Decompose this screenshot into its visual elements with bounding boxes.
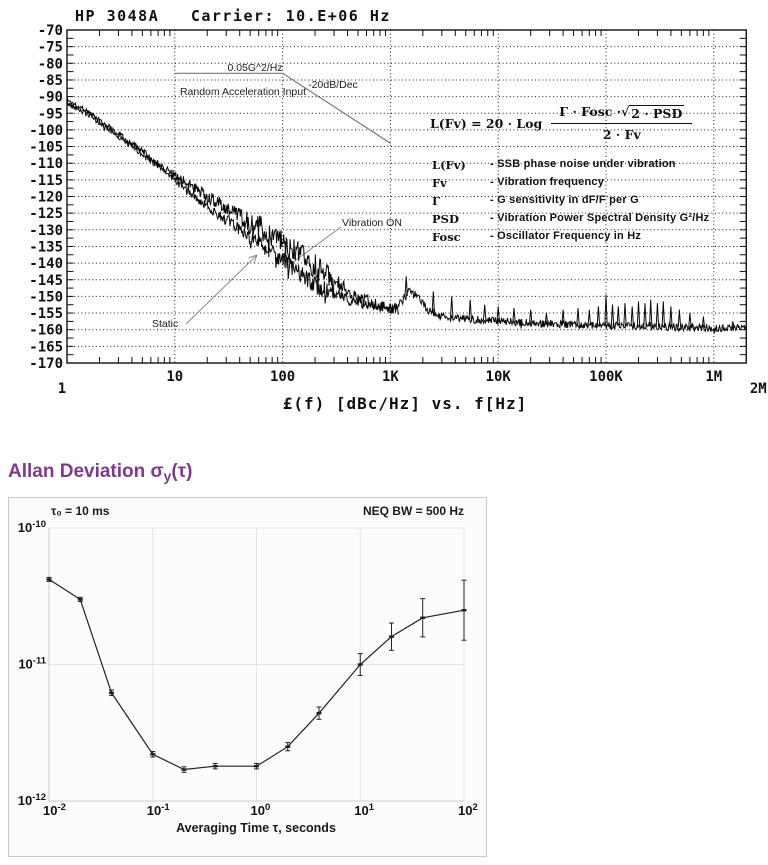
allan-x-tick-label: $10^{-2}$ <box>43 802 66 818</box>
y-tick-label: -165 <box>29 339 63 356</box>
y-tick-label: -145 <box>29 272 63 289</box>
legend-term: L(Fv) <box>432 158 466 172</box>
allan-y-tick-label: $10^{-10}$ <box>17 519 46 535</box>
data-point-marker <box>389 635 394 637</box>
allan-heading-suffix: (τ) <box>171 461 193 482</box>
spur-spikes <box>405 276 734 328</box>
allan-heading-subscript: y <box>163 468 172 484</box>
x-tick-label: 1 <box>57 381 67 397</box>
legend-term: Γ <box>432 194 441 208</box>
y-tick-label: -105 <box>29 139 63 156</box>
legend-term: PSD <box>432 212 459 226</box>
y-tick-label: -150 <box>29 289 63 306</box>
x-tick-label: 100 <box>269 369 296 385</box>
allan-x-tick-label: $10^2$ <box>458 802 478 818</box>
allan-x-tick-label: $10^1$ <box>354 802 375 818</box>
y-tick-label: -85 <box>37 72 63 89</box>
allan-heading-prefix: Allan Deviation σ <box>8 461 164 482</box>
y-tick-label: -120 <box>29 189 63 206</box>
y-tick-label: -90 <box>37 89 63 106</box>
allan-x-axis-label: Averaging Time τ, seconds <box>176 821 336 835</box>
annotation--20db-dec: -20dB/Dec <box>308 79 358 91</box>
data-point-marker <box>181 768 186 770</box>
y-tick-label: -160 <box>29 322 63 339</box>
data-point-marker <box>462 609 467 611</box>
y-tick-label: -130 <box>29 222 63 239</box>
allan-chart-box <box>8 497 487 857</box>
data-point-marker <box>109 692 114 694</box>
legend-description: - Oscillator Frequency in Hz <box>490 230 642 242</box>
legend-description: - Vibration frequency <box>490 176 605 188</box>
y-tick-label: -80 <box>37 56 63 73</box>
legend-description: - G sensitivity in dF/F per G <box>490 194 639 206</box>
legend-term: Fosc <box>432 230 461 244</box>
y-tick-label: -170 <box>29 356 63 372</box>
acceleration-profile-line <box>175 73 391 143</box>
allan-heading <box>8 461 192 484</box>
allan-y-tick-label: $10^{-11}$ <box>18 655 46 672</box>
formula-legend <box>432 158 709 244</box>
data-point-marker <box>254 765 259 767</box>
data-point-marker <box>420 617 425 619</box>
legend-description: - Vibration Power Spectral Density G²/Hz <box>490 212 710 224</box>
phase-noise-formula <box>430 104 692 142</box>
annotation-0-05g-2-hz: 0.05G^2/Hz <box>227 62 283 74</box>
formula-lhs: L(Fv) = 20 · Log <box>430 115 543 131</box>
formula-fraction <box>551 104 692 142</box>
x-tick-label: 10K <box>485 369 511 385</box>
y-tick-label: -110 <box>29 156 63 173</box>
y-tick-label: -115 <box>29 172 63 189</box>
legend-description: - SSB phase noise under vibration <box>490 158 676 170</box>
phase-noise-title: HP 3048A Carrier: 10.E+06 Hz <box>75 7 391 25</box>
phase-noise-x-axis-label: £(f) [dBc/Hz] vs. f[Hz] <box>282 394 528 413</box>
data-point-marker <box>358 663 363 665</box>
y-tick-label: -95 <box>37 106 63 123</box>
formula-denominator: 2 · Fv <box>602 127 641 142</box>
data-point-marker <box>213 765 218 767</box>
allan-chart <box>9 498 486 856</box>
allan-note-tau0: τ₀ = 10 ms <box>51 504 110 518</box>
formula-radicand: 2 · PSD <box>631 106 683 121</box>
data-point-marker <box>316 712 321 714</box>
x-tick-label: 2M <box>749 381 767 397</box>
annotation-random-acceleration-input: Random Acceleration Input <box>179 86 307 98</box>
sqrt-sign: √ <box>621 104 630 119</box>
annotation-static: Static <box>152 318 179 330</box>
y-tick-label: -140 <box>29 256 63 273</box>
data-point-marker <box>78 598 83 600</box>
x-tick-label: 10 <box>166 369 184 385</box>
y-tick-label: -135 <box>29 239 63 256</box>
allan-y-tick-label: $10^{-12}$ <box>17 792 46 808</box>
y-tick-label: -155 <box>29 306 63 323</box>
y-tick-label: -125 <box>29 206 63 223</box>
y-tick-label: -70 <box>37 23 63 39</box>
data-point-marker <box>285 745 290 747</box>
x-tick-label: 1K <box>381 369 399 385</box>
data-point-marker <box>150 753 155 755</box>
annotation-vibration-on: Vibration ON <box>342 217 402 229</box>
y-tick-label: -75 <box>37 39 63 56</box>
allan-note-neq-bw: NEQ BW = 500 Hz <box>362 504 464 518</box>
trace-vibration-on <box>67 99 399 314</box>
y-tick-label: -100 <box>29 122 63 139</box>
formula-numerator: Γ · Fosc · <box>559 104 622 119</box>
legend-term: Fv <box>432 176 447 190</box>
x-tick-label: 100K <box>589 369 623 385</box>
data-point-marker <box>47 578 52 580</box>
allan-x-tick-label: $10^0$ <box>250 802 271 818</box>
allan-x-tick-label: $10^{-1}$ <box>146 802 170 818</box>
x-tick-label: 1M <box>705 369 723 385</box>
